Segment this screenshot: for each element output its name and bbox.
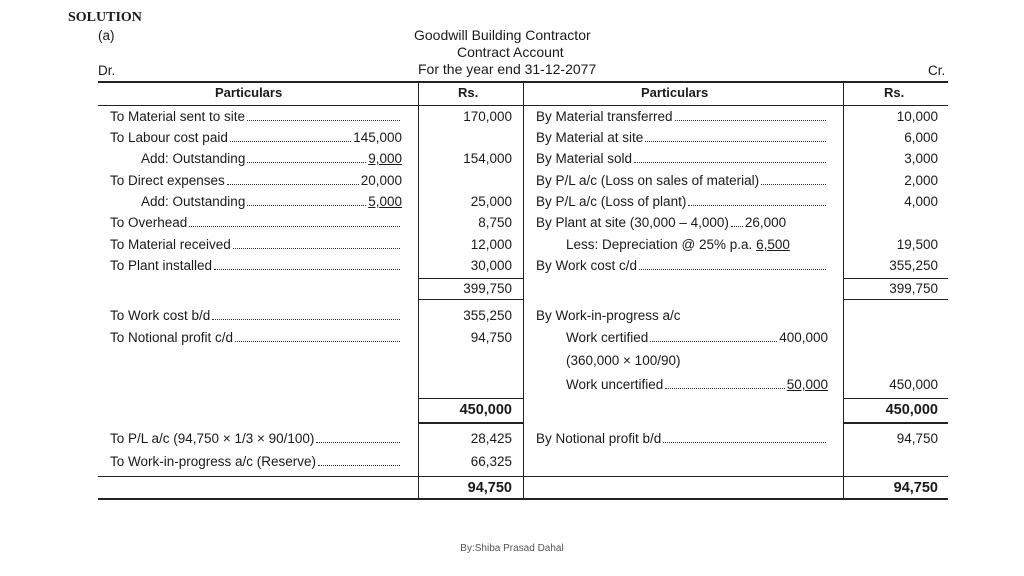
credit-row bbox=[536, 305, 681, 327]
credit-row bbox=[566, 374, 828, 396]
cr-label: Cr. bbox=[928, 63, 946, 78]
debit-row bbox=[141, 191, 402, 213]
credit-label: By Plant at site (30,000 – 4,000) bbox=[536, 215, 729, 230]
debit-row bbox=[110, 127, 402, 149]
debit-label: To Direct expenses bbox=[110, 173, 225, 188]
credit-amount: 4,000 bbox=[904, 194, 938, 209]
credit-label: Work uncertified bbox=[566, 377, 664, 392]
debit-amount: 94,750 bbox=[470, 330, 512, 345]
dr-label: Dr. bbox=[98, 63, 116, 78]
debit-inner-amount: 20,000 bbox=[360, 173, 402, 188]
credit-inner-amount: 26,000 bbox=[744, 215, 787, 230]
debit-label: To Material received bbox=[110, 237, 231, 252]
debit-total-3: 94,750 bbox=[467, 480, 512, 496]
debit-inner-amount: 145,000 bbox=[353, 130, 402, 145]
debit-particulars-header: Particulars bbox=[215, 85, 283, 100]
credit-amount: 2,000 bbox=[904, 173, 938, 188]
credit-row bbox=[536, 255, 828, 277]
debit-amount: 355,250 bbox=[463, 308, 512, 323]
debit-label: To P/L a/c (94,750 × 1/3 × 90/100) bbox=[110, 431, 315, 446]
debit-label: To Work cost b/d bbox=[110, 308, 211, 323]
credit-amount: 94,750 bbox=[896, 431, 938, 446]
company-name: Goodwill Building Contractor bbox=[414, 27, 591, 43]
credit-amount: 10,000 bbox=[896, 109, 938, 124]
credit-row bbox=[536, 428, 828, 450]
credit-row bbox=[536, 148, 828, 170]
debit-row bbox=[141, 148, 402, 170]
solution-heading: SOLUTION bbox=[68, 10, 142, 25]
credit-row bbox=[566, 327, 828, 349]
credit-amount: 6,000 bbox=[904, 130, 938, 145]
debit-label: Add: Outstanding bbox=[141, 194, 246, 209]
debit-label: To Material sent to site bbox=[110, 109, 246, 124]
period-label: For the year end 31-12-2077 bbox=[418, 61, 597, 77]
debit-rs-header: Rs. bbox=[458, 85, 479, 100]
debit-row bbox=[110, 428, 402, 450]
debit-amount: 25,000 bbox=[470, 194, 512, 209]
credit-row bbox=[566, 234, 828, 256]
debit-row bbox=[110, 451, 402, 473]
debit-total-2: 450,000 bbox=[459, 402, 512, 418]
credit-label: By Material at site bbox=[536, 130, 644, 145]
debit-inner-amount: 9,000 bbox=[368, 151, 402, 166]
credit-label: By P/L a/c (Loss on sales of material) bbox=[536, 173, 760, 188]
debit-label: Add: Outstanding bbox=[141, 151, 246, 166]
credit-row bbox=[536, 106, 828, 128]
credit-label: By Work-in-progress a/c bbox=[536, 308, 681, 323]
debit-row bbox=[110, 106, 402, 128]
debit-label: To Notional profit c/d bbox=[110, 330, 234, 345]
debit-row bbox=[110, 212, 402, 234]
debit-total-1: 399,750 bbox=[463, 281, 512, 296]
debit-inner-amount: 5,000 bbox=[368, 194, 402, 209]
debit-row bbox=[110, 305, 402, 327]
credit-total-2: 450,000 bbox=[885, 402, 938, 418]
credit-amount: 19,500 bbox=[896, 237, 938, 252]
credit-rs-header: Rs. bbox=[884, 85, 905, 100]
debit-amount: 30,000 bbox=[470, 258, 512, 273]
credit-amount: 355,250 bbox=[889, 258, 938, 273]
credit-row bbox=[566, 350, 680, 372]
credit-amount: 3,000 bbox=[904, 151, 938, 166]
credit-row bbox=[536, 170, 828, 192]
debit-amount: 8,750 bbox=[478, 215, 512, 230]
credit-label: By Material sold bbox=[536, 151, 633, 166]
credit-label: Less: Depreciation @ 25% p.a. bbox=[566, 237, 753, 252]
calc-note: (360,000 × 100/90) bbox=[566, 353, 681, 368]
credit-inner-amount: 6,500 bbox=[756, 237, 790, 252]
debit-row bbox=[110, 255, 402, 277]
credit-inner-amount: 50,000 bbox=[786, 377, 828, 392]
credit-total-3: 94,750 bbox=[893, 480, 938, 496]
credit-row bbox=[536, 191, 828, 213]
debit-label: To Plant installed bbox=[110, 258, 213, 273]
credit-row bbox=[536, 127, 828, 149]
debit-amount: 170,000 bbox=[463, 109, 512, 124]
credit-total-1: 399,750 bbox=[889, 281, 938, 296]
credit-label: By Material transferred bbox=[536, 109, 673, 124]
credit-inner-amount: 400,000 bbox=[779, 330, 828, 345]
credit-particulars-header: Particulars bbox=[641, 85, 709, 100]
debit-amount: 66,325 bbox=[470, 454, 512, 469]
debit-label: To Overhead bbox=[110, 215, 188, 230]
debit-amount: 28,425 bbox=[470, 431, 512, 446]
credit-label: By Notional profit b/d bbox=[536, 431, 662, 446]
footer-credit: By:Shiba Prasad Dahal bbox=[460, 543, 564, 554]
debit-row bbox=[110, 327, 402, 349]
debit-row bbox=[110, 170, 402, 192]
account-title: Contract Account bbox=[457, 44, 564, 60]
credit-label: By P/L a/c (Loss of plant) bbox=[536, 194, 687, 209]
debit-row bbox=[110, 234, 402, 256]
credit-label: By Work cost c/d bbox=[536, 258, 638, 273]
debit-amount: 154,000 bbox=[463, 151, 512, 166]
debit-amount: 12,000 bbox=[470, 237, 512, 252]
debit-label: To Labour cost paid bbox=[110, 130, 228, 145]
credit-amount: 450,000 bbox=[889, 377, 938, 392]
credit-label: Work certified bbox=[566, 330, 649, 345]
part-label: (a) bbox=[98, 28, 115, 43]
credit-row bbox=[536, 212, 828, 234]
debit-label: To Work-in-progress a/c (Reserve) bbox=[110, 454, 317, 469]
